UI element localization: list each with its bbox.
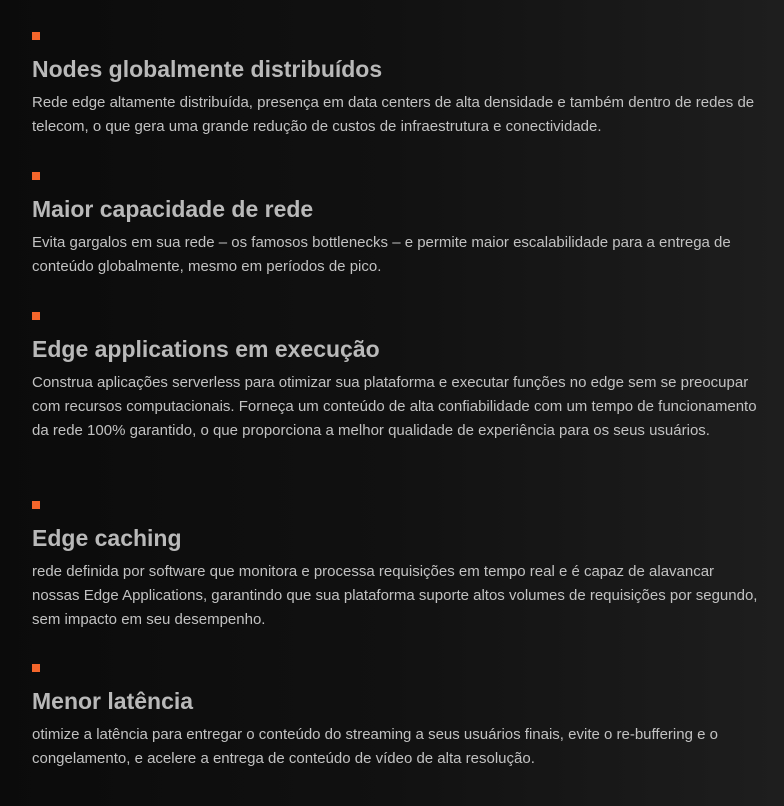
feature-title: Maior capacidade de rede <box>32 196 314 222</box>
feature-title: Menor latência <box>32 688 194 714</box>
feature-title: Edge caching <box>32 525 182 551</box>
feature-description: Construa aplicações serverless para otimizar sua plataforma e executar funções no edge sem se preocupar com recursos computacionais. Forneça um conteúdo de alta confiabilidade com um tempo de funcionamento da rede 100% garantido, o que proporciona a melhor qualidade de experiência para os seus usuários. <box>32 374 757 439</box>
feature-item <box>32 32 762 139</box>
feature-item <box>32 501 762 632</box>
feature-item <box>32 312 762 443</box>
feature-item <box>32 172 762 279</box>
square-bullet-icon <box>32 32 40 40</box>
feature-item <box>32 664 762 771</box>
feature-description: otimize a latência para entregar o conteúdo do streaming a seus usuários finais, evite o re-buffering e o congelamento, e acelere a entrega de conteúdo de vídeo de alta resolução. <box>32 726 718 767</box>
feature-description: rede definida por software que monitora e processa requisições em tempo real e é capaz de alavancar nossas Edge Applications, garantindo que sua plataforma suporte altos volumes de requisições por segundo, sem impacto em seu desempenho. <box>32 563 758 628</box>
feature-description: Evita gargalos em sua rede – os famosos bottlenecks – e permite maior escalabilidade para a entrega de conteúdo globalmente, mesmo em períodos de pico. <box>32 234 731 275</box>
square-bullet-icon <box>32 664 40 672</box>
square-bullet-icon <box>32 501 40 509</box>
feature-description: Rede edge altamente distribuída, presença em data centers de alta densidade e também dentro de redes de telecom, o que gera uma grande redução de custos de infraestrutura e conectividade. <box>32 94 755 135</box>
square-bullet-icon <box>32 172 40 180</box>
feature-title: Nodes globalmente distribuídos <box>32 56 383 82</box>
feature-title: Edge applications em execução <box>32 336 380 362</box>
square-bullet-icon <box>32 312 40 320</box>
